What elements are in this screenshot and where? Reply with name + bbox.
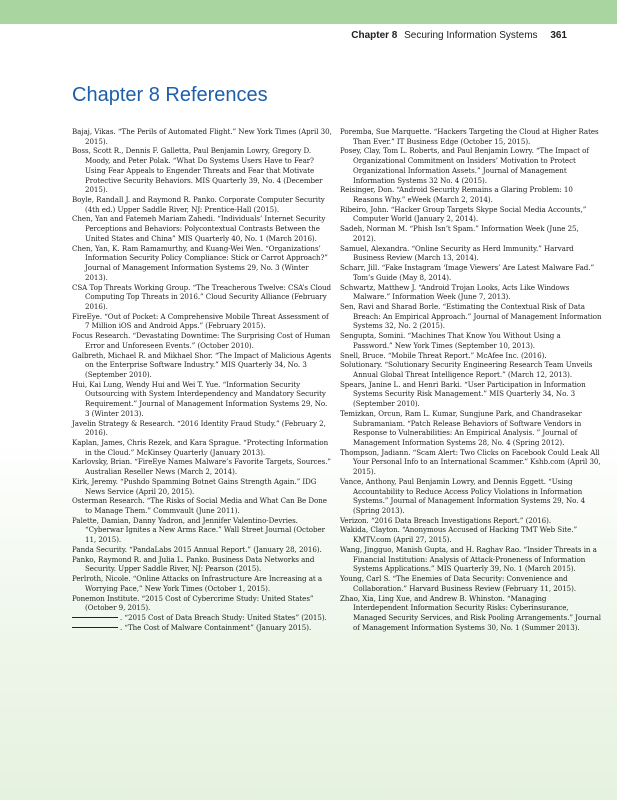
reference-entry: Spears, Janine L. and Henri Barki. “User Participation in Information Systems Security Risk Management.” MIS Quarterly 34, No. 3 (September 2010).: [340, 379, 586, 409]
reference-entry: Boss, Scott R., Dennis F. Galletta, Paul Benjamin Lowry, Gregory D. Moody, and Peter Polak. “What Do Systems Users Have to Fear? Using Fear Appeals to Engender Threats and Fear that Motivate Protective Security Behaviors. MIS Quarterly 39, No. 4 (December 2015).: [72, 146, 323, 195]
reference-entry: Panko, Raymond R. and Julia L. Panko. Business Data Networks and Security. Upper Saddle River, NJ: Pearson (2015).: [72, 554, 315, 574]
reference-entry: Temizkan, Orcun, Ram L. Kumar, Sungjune Park, and Chandrasekar Subramaniam. “Patch Release Behaviors of Software Vendors in Response to Vulnerabilities: An Empirical Analysis. ” Journal of Management Information Systems 28, No. 4 (Spring 2012).: [340, 408, 582, 447]
page-number: 361: [550, 30, 567, 41]
reference-entry: Hui, Kai Lung, Wendy Hui and Wei T. Yue. “Information Security Outsourcing with System Interdependency and Mandatory Security Requirement.” Journal of Management Information Systems 29, No. 3 (Winter 2013).: [72, 379, 328, 418]
reference-entry: Wakida, Clayton. “Anonymous Accused of Hacking TMT Web Site.” KMTV.com (April 27, 2015).: [340, 525, 578, 545]
reference-entry: Boyle, Randall J. and Raymond R. Panko. Corporate Computer Security (4th ed.) Upper Saddle River, NJ: Prentice-Hall (2015).: [72, 195, 325, 214]
reference-entry: Osterman Research. “The Risks of Social Media and What Can Be Done to Manage Them.” Commvault (June 2011).: [72, 496, 327, 516]
ditto-dash: [72, 617, 118, 618]
reference-entry: Posey, Clay, Tom L. Roberts, and Paul Benjamin Lowry. “The Impact of Organizational Commitment on Insiders’ Motivation to Protect Organizational Information Assets.” Journal of Management Information Systems 32 No. 4 (2015).: [340, 146, 589, 185]
reference-entry: Samuel, Alexandra. “Online Security as Herd Immunity.” Harvard Business Review (March 13, 2014).: [340, 243, 574, 263]
reference-entry: Sengupta, Somini. “Machines That Know You Without Using a Password.” New York Times (September 10, 2013).: [340, 331, 561, 350]
reference-entry: Karlovsky, Brian. “FireEye Names Malware’s Favorite Targets, Sources.” Australian Reseller News (March 2, 2014).: [72, 457, 331, 477]
reference-entry: Solutionary. “Solutionary Security Engineering Research Team Unveils Annual Global Threat Intelligence Report.” (March 12, 2013).: [340, 360, 593, 379]
reference-entry: Sadeh, Norman M. “Phish Isn’t Spam.” Information Week (June 25, 2012).: [340, 224, 579, 243]
reference-entry: Zhao, Xia, Ling Xue, and Andrew B. Whinston. “Managing Interdependent Information Security Risks: Cyberinsurance, Managed Security Services, and Risk Pooling Arrangements.” Journal of Management Information Systems 30, No. 1 (Summer 2013).: [340, 593, 601, 632]
reference-entry: Bajaj, Vikas. “The Perils of Automated Flight.” New York Times (April 30, 2015).: [72, 127, 332, 146]
references-right-column: [340, 127, 602, 632]
reference-entry: Kirk, Jeremy. “Pushdo Spamming Botnet Gains Strength Again.” IDG News Service (April 20, 2015).: [72, 476, 317, 496]
reference-entry: Vance, Anthony, Paul Benjamin Lowry, and Dennis Eggett. “Using Accountability to Reduce Access Policy Violations in Information Systems.” Journal of Management Information Systems 29, No. 4 (Spring 2013).: [340, 476, 586, 516]
reference-entry: Wang, Jingguo, Manish Gupta, and H. Raghav Rao. “Insider Threats in a Financial Institution: Analysis of Attack-Proneness of Information Systems Applications.” MIS Quarterly 39, No. 1 (March 2015).: [340, 544, 597, 574]
reference-entry: Schwartz, Matthew J. “Android Trojan Looks, Acts Like Windows Malware.” Information Week (June 7, 2013).: [340, 282, 570, 302]
reference-entry-text: . “2015 Cost of Data Breach Study: United States” (2015).: [120, 612, 327, 622]
reference-entry: Chen, Yan and Fatemeh Mariam Zahedi. “Individuals’ Internet Security Perceptions and Behaviors: Polycontextual Contrasts Between the United States and China” MIS Quarterly 40, No. 1 (March 2016).: [72, 214, 326, 243]
page-title: Chapter 8 References: [72, 84, 268, 106]
reference-entry: Perlroth, Nicole. “Online Attacks on Infrastructure Are Increasing at a Worrying Pace,” New York Times (October 1, 2015).: [72, 574, 323, 593]
section-title: Securing Information Systems: [404, 30, 538, 41]
reference-entry: Ponemon Institute. “2015 Cost of Cybercrime Study: United States” (October 9, 2015).: [72, 593, 314, 613]
reference-entry-ditto: [72, 613, 332, 623]
reference-entry: Reisinger, Don. “Android Security Remains a Glaring Problem: 10 Reasons Why.” eWeek (March 2, 2014).: [340, 185, 573, 205]
reference-entry: Javelin Strategy & Research. “2016 Identity Fraud Study.” (February 2, 2016).: [72, 418, 326, 438]
reference-entry: CSA Top Threats Working Group. “The Treacherous Twelve: CSA’s Cloud Computing Top Threats in 2016.” Cloud Security Alliance (February 2016).: [72, 282, 332, 311]
reference-entry: Thompson, Jadiann. “Scam Alert: Two Clicks on Facebook Could Leak All Your Personal Info to an International Scammer.” Kshb.com (April 30, 2015).: [340, 447, 601, 477]
running-head: [351, 30, 567, 41]
reference-entry: Palette, Damian, Danny Yadron, and Jennifer Valentino-Devries. “Cyberwar Ignites a New Arms Race.” Wall Street Journal (October 11, 2015).: [72, 515, 325, 545]
reference-entry: Panda Security. “PandaLabs 2015 Annual Report.” (January 28, 2016).: [72, 544, 322, 554]
reference-entry-text: . “The Cost of Malware Containment” (January 2015).: [120, 622, 312, 632]
reference-entry: Chen, Yan, K. Ram Ramamurthy, and Kuang-Wei Wen. “Organizations’ Information Security Policy Compliance: Stick or Carrot Approach?” Journal of Management Information Systems 29, No. 3 (Winter 2013).: [72, 243, 328, 282]
header-color-band: [0, 0, 617, 24]
references-left-column: [72, 127, 332, 632]
reference-entry: FireEye. “Out of Pocket: A Comprehensive Mobile Threat Assessment of 7 Million iOS and Android Apps.” (February 2015).: [72, 311, 329, 331]
reference-entry: Ribeiro, John. “Hacker Group Targets Skype Social Media Accounts,” Computer World (January 2, 2014).: [340, 204, 587, 224]
reference-entry: Scharr, Jill. “Fake Instagram ‘Image Viewers’ Are Latest Malware Fad.” Tom’s Guide (May 8, 2014).: [340, 263, 595, 282]
reference-entry: Snell, Bruce. “Mobile Threat Report.” McAfee Inc. (2016).: [340, 350, 547, 360]
reference-entry: Sen, Ravi and Sharad Borle. “Estimating the Contextual Risk of Data Breach: An Empirical Approach.” Journal of Management Information Systems 32, No. 2 (2015).: [340, 301, 602, 331]
reference-entry: Poremba, Sue Marquette. “Hackers Targeting the Cloud at Higher Rates Than Ever.” IT Business Edge (October 15, 2015).: [340, 127, 599, 146]
reference-entry: Galbreth, Michael R. and Mikhael Shor. “The Impact of Malicious Agents on the Enterprise Software Industry.” MIS Quarterly 34, No. 3 (September 2010).: [72, 350, 332, 379]
chapter-label: Chapter 8: [351, 30, 398, 41]
reference-entry: Focus Research. “Devastating Downtime: The Surprising Cost of Human Error and Unforeseen Events.” (October 2010).: [72, 331, 331, 350]
reference-entry: Verizon. “2016 Data Breach Investigations Report.” (2016).: [340, 515, 552, 525]
reference-entry: Kaplan, James, Chris Rezek, and Kara Sprague. “Protecting Information in the Cloud.” McKinsey Quarterly (January 2013).: [72, 438, 329, 457]
reference-entry: Young, Carl S. “The Enemies of Data Security: Convenience and Collaboration.” Harvard Business Review (February 11, 2015).: [340, 574, 577, 593]
reference-entry-ditto: [72, 623, 332, 633]
ditto-dash: [72, 627, 118, 628]
